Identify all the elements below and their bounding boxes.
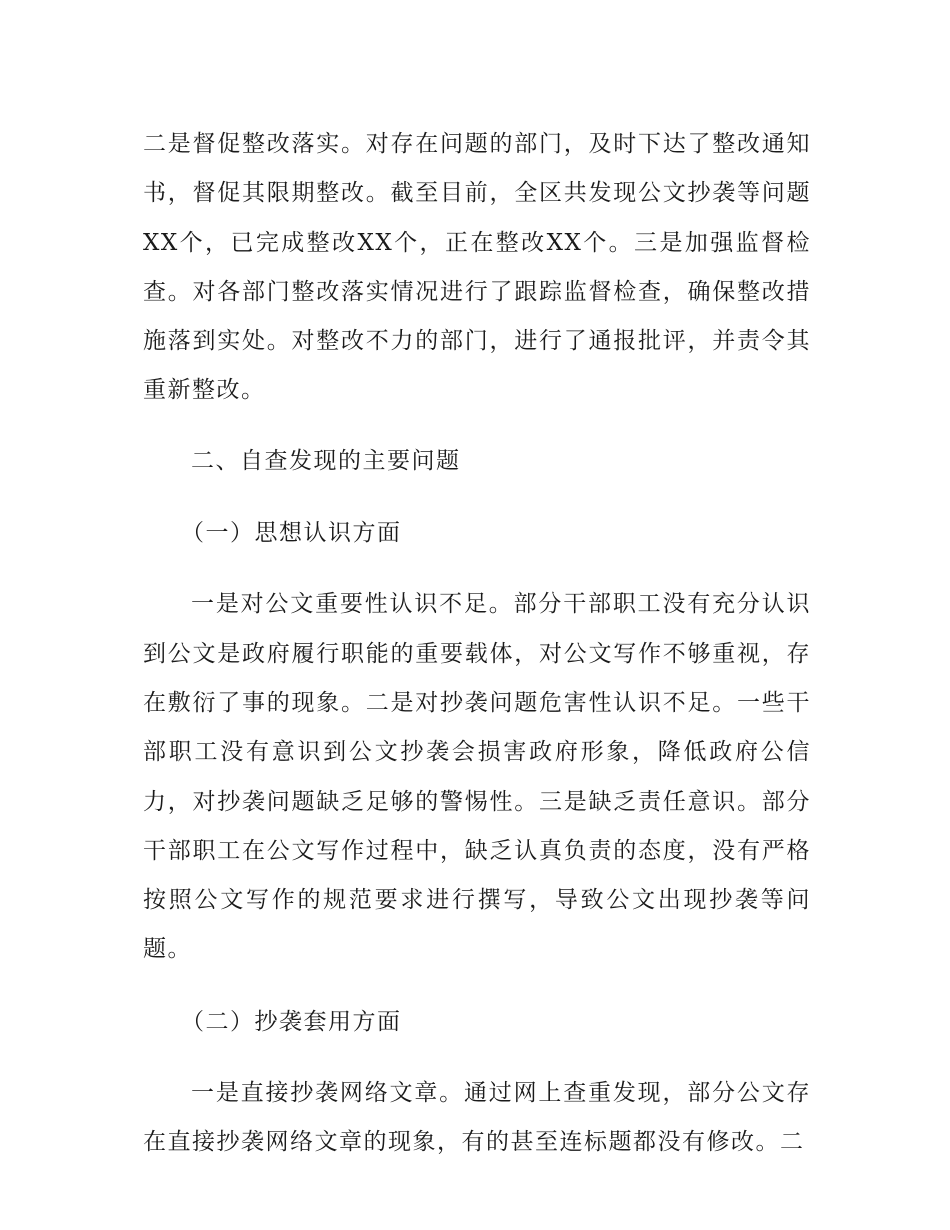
subheading-ideological-understanding: （一）思想认识方面 <box>181 520 402 547</box>
subheading-plagiarism: （二）抄袭套用方面 <box>181 1008 402 1035</box>
document-body <box>143 120 811 1168</box>
paragraph-plagiarism: 一是直接抄袭网络文章。通过网上查重发现，部分公文存在直接抄袭网络文章的现象，有的甚至连标题都没有修改。二 <box>143 1080 811 1156</box>
paragraph-ideological-understanding: 一是对公文重要性认识不足。部分干部职工没有充分认识到公文是政府履行职能的重要载体，对公文写作不够重视，存在敷衍了事的现象。二是对抄袭问题危害性认识不足。一些干部职工没有意识到公文抄袭会损害政府形象，降低政府公信力，对抄袭问题缺乏足够的警惕性。三是缺乏责任意识。部分干部职工在公文写作过程中，缺乏认真负责的态度，没有严格按照公文写作的规范要求进行撰写，导致公文出现抄袭等问题。 <box>143 591 811 963</box>
section-heading-main-problems: 二、自查发现的主要问题 <box>191 447 461 474</box>
paragraph-rectification: 二是督促整改落实。对存在问题的部门，及时下达了整改通知书，督促其限期整改。截至目前，全区共发现公文抄袭等问题XX个，已完成整改XX个，正在整改XX个。三是加强监督检查。对各部门整改落实情况进行了跟踪监督检查，确保整改措施落到实处。对整改不力的部门，进行了通报批评，并责令其重新整改。 <box>143 131 811 404</box>
